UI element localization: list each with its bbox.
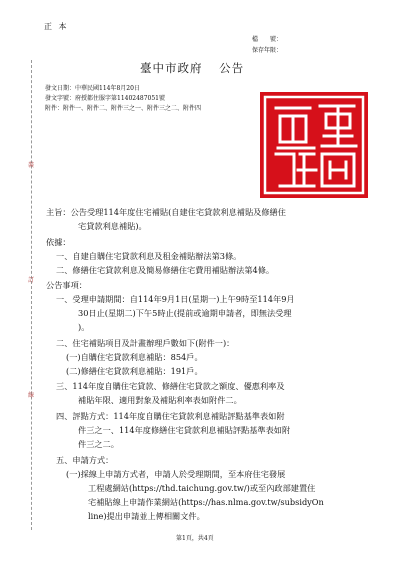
notice-item-5-sub-1-line-3: 宅補貼線上申請作業網站(https://has.nlma.gov.tw/subsidyOn (88, 497, 324, 507)
basis-item-2: 二、修繕住宅貸款利息及簡易修繕住宅費用補貼辦法第4條。 (56, 265, 275, 275)
margin-mark-2: 訂 (28, 277, 35, 284)
seal-glyphs (260, 92, 368, 198)
notice-item-5-sub-1-line-4: line)提出申請並上傳相關文件。 (88, 511, 205, 521)
agency-title (140, 60, 244, 76)
notice-item-5-sub-1-line-1: (一)採線上申請方式者，申請人於受理期間，至本府住宅發展 (66, 469, 286, 479)
subject-line-2: 宅貸款利息補貼)。 (78, 221, 147, 231)
retention-label: 保存年限： (252, 47, 283, 54)
notice-item-2-sub-2: (二)修繕住宅貸款利息補貼：191戶。 (66, 366, 203, 376)
page-number: 第1頁，共4頁 (176, 535, 214, 542)
notice-item-3-line-2: 補貼年限、適用對象及補貼利率表如附件二。 (78, 395, 242, 405)
margin-mark-3: 線 (28, 392, 35, 399)
margin-mark-1: 裝 (28, 162, 35, 169)
notice-item-2-sub-1: (一)自購住宅貸款利息補貼：854戶。 (66, 352, 203, 362)
basis-label: 依據： (46, 237, 71, 247)
notice-item-1-line-3: )。 (78, 322, 90, 332)
notice-item-4-line-2: 件三之一、114年度修繕住宅貸款利息補貼評點基準表如附 (78, 425, 291, 435)
notice-item-4-line-1: 四、評點方式：114年度自購住宅貸款利息補貼評點基準表如附 (56, 411, 285, 421)
issue-number: 發文字號：府授都住服字第11402487051號 (45, 95, 165, 102)
notice-item-1-line-2: 30日止(星期二)下午5時止(提前或逾期申請者，即無法受理 (78, 308, 292, 318)
binding-line (31, 60, 32, 530)
notice-item-5-sub-1-line-2: 工程處網站(https://thd.taichung.gov.tw/)或至內政部建置住 (88, 483, 316, 493)
notice-item-3-line-1: 三、114年度自購住宅貸款、修繕住宅貸款之額度、優惠利率及 (56, 381, 285, 391)
notice-label: 公告事項： (46, 280, 87, 290)
doc-type: 公告 (219, 61, 245, 75)
file-number-label: 檔 號： (252, 36, 283, 43)
notice-item-1-line-1: 一、受理申請期間：自114年9月1日(星期一)上午9時至114年9月 (56, 294, 295, 304)
issue-date: 發文日期：中華民國114年8月20日 (45, 85, 140, 92)
basis-item-1: 一、自建自購住宅貸款利息及租金補貼辦法第3條。 (56, 251, 242, 261)
subject-line-1: 公告受理114年度住宅補貼(自建住宅貸款利息補貼及修繕住 (70, 207, 286, 217)
official-seal (260, 92, 368, 198)
agency-name: 臺中市政府 (140, 61, 203, 75)
attachments: 附件：附件一、附件二、附件三之一、附件三之二、附件四 (45, 105, 202, 112)
notice-item-4-line-3: 件三之二。 (78, 439, 119, 449)
subject (46, 205, 286, 219)
notice-item-5-line-1: 五、申請方式： (56, 455, 114, 465)
subject-label: 主旨： (46, 207, 71, 217)
original-copy-label: 正 本 (44, 22, 69, 31)
notice-item-2-line-1: 二、住宅補貼項目及計畫辦理戶數如下(附件一)： (56, 338, 235, 348)
